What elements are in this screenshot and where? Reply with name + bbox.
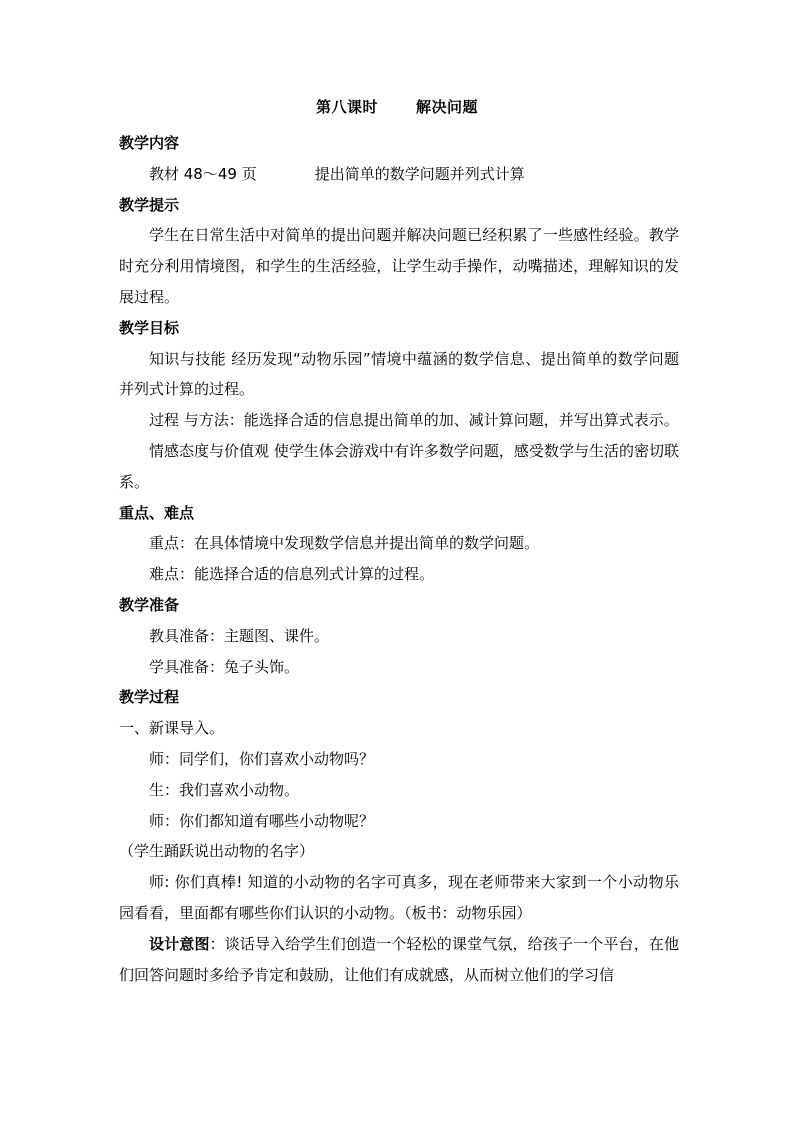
dialog-line-1: 师：同学们，你们喜欢小动物吗？ xyxy=(149,749,375,768)
heading-teaching-goals: 教学目标 xyxy=(119,318,180,337)
student-preparation: 学具准备：兔子头饰。 xyxy=(149,657,300,676)
content-topic: 提出简单的数学问题并列式计算 xyxy=(314,164,525,183)
textbook-pages: 教材 48～49 页 xyxy=(149,164,257,183)
heading-teaching-preparation: 教学准备 xyxy=(119,595,180,614)
goal-knowledge-skills: 知识与技能 经历发现“动物乐园”情境中蕴涵的数学信息、提出简单的数学问题并列式计算的过程。 xyxy=(119,349,679,399)
dialog-line-4: （学生踊跃说出动物的名字） xyxy=(119,842,315,861)
key-point: 重点：在具体情境中发现数学信息并提出简单的数学问题。 xyxy=(149,534,540,553)
document-body xyxy=(119,128,679,990)
heading-teaching-content: 教学内容 xyxy=(119,134,180,152)
heading-teaching-hint: 教学提示 xyxy=(119,195,180,214)
heading-teaching-process: 教学过程 xyxy=(119,688,180,707)
design-intent-paragraph xyxy=(119,929,679,991)
teaching-content-line xyxy=(119,159,679,190)
dialog-line-3: 师：你们都知道有哪些小动物呢？ xyxy=(149,811,375,830)
difficult-point: 难点：能选择合适的信息列式计算的过程。 xyxy=(149,565,435,584)
dialog-line-2: 生：我们喜欢小动物。 xyxy=(149,780,300,799)
lesson-title xyxy=(0,97,794,117)
design-intent-text: ：谈话导入给学生们创造一个轻松的课堂气氛，给孩子一个平台，在他们回答问题时多给予肯定和鼓励，让他们有成就感，从而树立他们的学习信 xyxy=(119,934,679,984)
design-intent-label: 设计意图 xyxy=(149,934,210,953)
goal-process-method: 过程 与方法：能选择合适的信息提出简单的加、减计算问题，并写出算式表示。 xyxy=(149,411,679,430)
process-step-intro: 一、新课导入。 xyxy=(119,719,225,738)
teacher-preparation: 教具准备：主题图、课件。 xyxy=(149,626,330,645)
heading-key-difficult-points: 重点、难点 xyxy=(119,503,195,522)
teaching-hint-paragraph: 学生在日常生活中对简单的提出问题并解决问题已经积累了一些感性经验。教学时充分利用情境图，和学生的生活经验，让学生动手操作，动嘴描述，理解知识的发展过程。 xyxy=(119,226,679,306)
dialog-line-5: 师: 你们真棒! 知道的小动物的名字可真多，现在老师带来大家到一个小动物乐园看看，里面都有哪些你们认识的小动物。（板书：动物乐园） xyxy=(119,873,679,922)
lesson-title-part1: 第八课时 xyxy=(315,98,378,116)
goal-emotion-values: 情感态度与价值观 使学生体会游戏中有许多数学问题，感受数学与生活的密切联系。 xyxy=(119,441,679,491)
lesson-title-part2: 解决问题 xyxy=(416,98,479,116)
